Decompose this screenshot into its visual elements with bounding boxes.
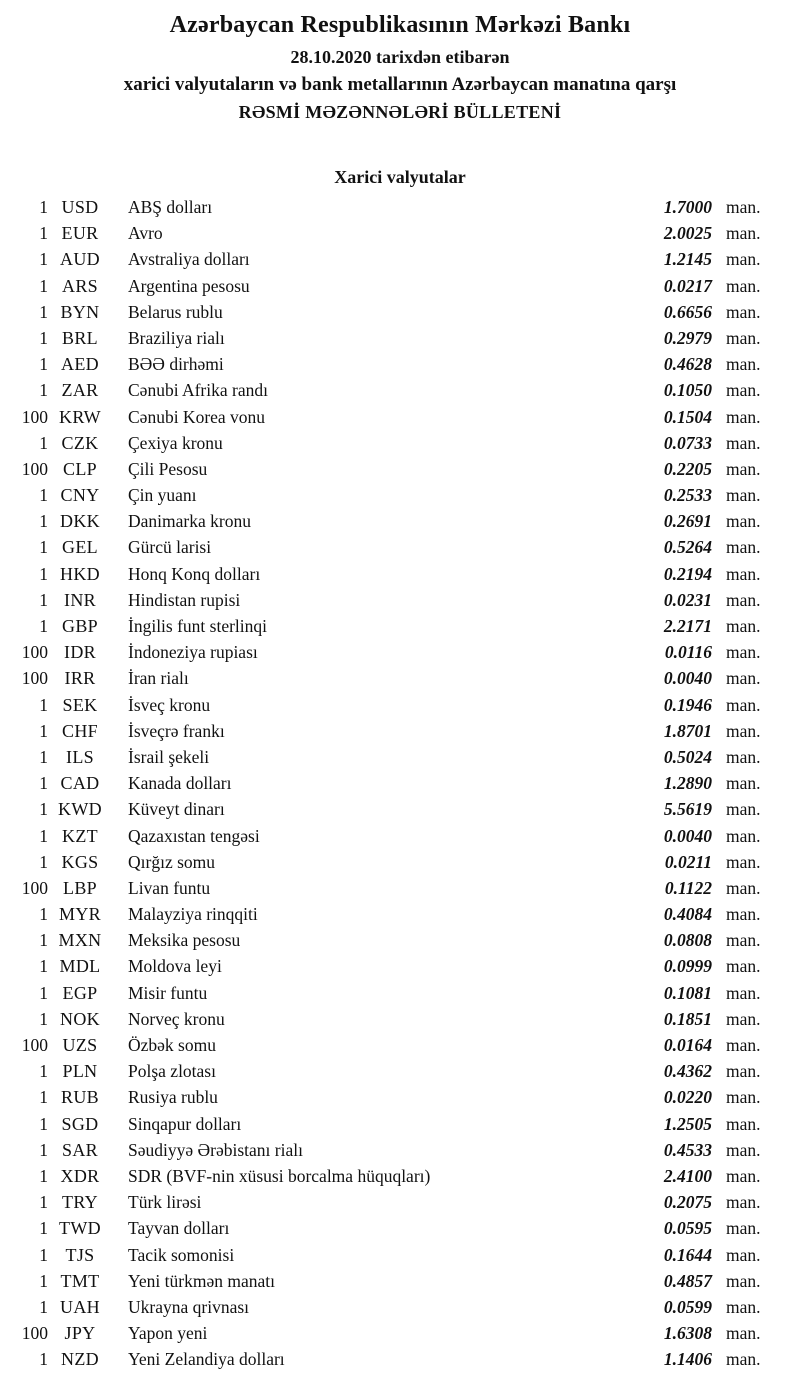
currency-name: Cənubi Afrika randı xyxy=(128,380,268,401)
currency-code: LBP xyxy=(63,877,97,898)
currency-name: Danimarka kronu xyxy=(128,511,251,532)
unit-label: man. xyxy=(726,301,761,322)
currency-name: İngilis funt sterlinqi xyxy=(128,616,268,636)
currency-quantity: 100 xyxy=(21,1035,48,1055)
rate-value: 0.5264 xyxy=(663,537,712,558)
currency-quantity: 1 xyxy=(39,589,48,610)
unit-label: man. xyxy=(726,458,761,479)
unit-label: man. xyxy=(726,1087,761,1108)
unit-label: man. xyxy=(726,1165,761,1186)
currency-name: Avstraliya dolları xyxy=(128,249,250,270)
rate-value: 0.2533 xyxy=(663,485,712,506)
unit-label: man. xyxy=(726,1270,761,1291)
rate-row xyxy=(0,299,800,325)
currency-name: Moldova leyi xyxy=(128,956,222,977)
currency-code: TWD xyxy=(59,1218,101,1239)
currency-quantity: 100 xyxy=(21,642,48,663)
rate-row xyxy=(0,823,800,849)
unit-label: man. xyxy=(726,432,761,453)
rate-value: 2.0025 xyxy=(663,223,712,244)
currency-quantity: 1 xyxy=(39,773,48,794)
rate-value: 0.1122 xyxy=(664,877,712,898)
currency-name: Səudiyyə Ərəbistanı rialı xyxy=(128,1139,303,1160)
currency-quantity: 100 xyxy=(21,668,48,689)
currency-quantity: 1 xyxy=(39,1349,48,1370)
unit-label: man. xyxy=(726,1296,761,1317)
bulletin-header xyxy=(0,0,800,125)
rate-row xyxy=(0,875,800,901)
currency-quantity: 1 xyxy=(39,327,48,348)
rate-value: 2.4100 xyxy=(663,1165,712,1186)
currency-name: Argentina pesosu xyxy=(128,275,250,296)
currency-name: Norveç kronu xyxy=(128,1008,225,1029)
rate-value: 1.1406 xyxy=(663,1349,712,1370)
currency-quantity: 1 xyxy=(39,249,48,270)
currency-code: MDL xyxy=(59,956,101,977)
unit-label: man. xyxy=(726,1192,761,1213)
currency-name: Malayziya rinqqiti xyxy=(128,904,258,925)
currency-code: IDR xyxy=(64,642,96,663)
rate-row xyxy=(0,1084,800,1110)
rate-row xyxy=(0,849,800,875)
currency-code: JPY xyxy=(64,1323,96,1344)
rate-row xyxy=(0,665,800,691)
rate-row xyxy=(0,1189,800,1215)
currency-name: Cənubi Korea vonu xyxy=(128,406,266,427)
currency-name: Belarus rublu xyxy=(128,301,223,322)
currency-code: BYN xyxy=(60,301,100,322)
rate-row xyxy=(0,377,800,403)
rate-row xyxy=(0,1006,800,1032)
currency-quantity: 1 xyxy=(39,1270,48,1291)
currency-name: Honq Konq dolları xyxy=(128,563,261,584)
rate-value: 0.4857 xyxy=(663,1270,712,1291)
currency-code: PLN xyxy=(62,1061,98,1082)
rate-value: 1.2505 xyxy=(663,1113,712,1134)
currency-quantity: 1 xyxy=(39,1061,48,1082)
currency-code: NOK xyxy=(60,1008,100,1029)
currency-code: AED xyxy=(61,354,99,375)
currency-code: GBP xyxy=(62,616,98,636)
currency-quantity: 1 xyxy=(39,799,48,820)
bulletin-name: RƏSMİ MƏZƏNNƏLƏRİ BÜLLETENİ xyxy=(238,102,562,122)
currency-code: GEL xyxy=(62,537,98,558)
rate-row xyxy=(0,220,800,246)
currency-code: CLP xyxy=(63,458,97,479)
unit-label: man. xyxy=(726,904,761,925)
rate-row xyxy=(0,953,800,979)
rate-row xyxy=(0,1346,800,1372)
currency-name: Gürcü larisi xyxy=(128,537,212,558)
rate-value: 0.2205 xyxy=(663,458,712,479)
rate-value: 1.2145 xyxy=(663,249,712,270)
rate-row xyxy=(0,194,800,220)
rate-row xyxy=(0,246,800,272)
currency-quantity: 1 xyxy=(39,616,48,636)
currency-quantity: 1 xyxy=(39,904,48,925)
currency-code: INR xyxy=(64,589,96,610)
currency-quantity: 1 xyxy=(39,1218,48,1239)
currency-quantity: 1 xyxy=(39,1113,48,1134)
currency-name: Ukrayna qrivnası xyxy=(128,1296,250,1317)
rate-value: 0.5024 xyxy=(663,746,712,767)
unit-label: man. xyxy=(726,1139,761,1160)
currency-code: RUB xyxy=(61,1087,99,1108)
currency-name: Kanada dolları xyxy=(128,773,232,794)
rate-row xyxy=(0,1137,800,1163)
currency-code: EGP xyxy=(62,982,98,1003)
currency-name: Çili Pesosu xyxy=(128,458,208,479)
currency-quantity: 1 xyxy=(39,380,48,401)
currency-code: TMT xyxy=(60,1270,100,1291)
rate-row xyxy=(0,613,800,639)
unit-label: man. xyxy=(726,825,761,846)
currency-quantity: 1 xyxy=(39,563,48,584)
rate-value: 0.4628 xyxy=(663,354,712,375)
currency-code: CNY xyxy=(60,485,100,506)
currency-quantity: 1 xyxy=(39,275,48,296)
rate-row xyxy=(0,587,800,613)
rate-row xyxy=(0,901,800,927)
rate-value: 1.6308 xyxy=(663,1323,712,1344)
currency-name: Özbək somu xyxy=(128,1035,216,1055)
unit-label: man. xyxy=(726,249,761,270)
unit-label: man. xyxy=(726,1035,761,1055)
currency-name: Qırğız somu xyxy=(128,851,216,872)
currency-name: İsveç kronu xyxy=(128,694,211,715)
rate-value: 0.0999 xyxy=(663,956,712,977)
currency-code: TRY xyxy=(62,1192,98,1213)
rate-value: 0.0040 xyxy=(663,668,712,689)
rate-value: 1.7000 xyxy=(663,197,712,217)
currency-quantity: 1 xyxy=(39,223,48,244)
unit-label: man. xyxy=(726,1349,761,1370)
unit-label: man. xyxy=(726,327,761,348)
rate-value: 0.1504 xyxy=(663,406,712,427)
currency-name: Avro xyxy=(128,223,163,244)
unit-label: man. xyxy=(726,877,761,898)
rate-value: 0.0595 xyxy=(663,1218,712,1239)
rate-row xyxy=(0,325,800,351)
rate-row xyxy=(0,430,800,456)
currency-quantity: 1 xyxy=(39,197,48,217)
currency-code: KZT xyxy=(62,825,98,846)
currency-code: SEK xyxy=(62,694,98,715)
currency-code: SAR xyxy=(62,1139,98,1160)
currency-name: Hindistan rupisi xyxy=(128,589,241,610)
currency-quantity: 100 xyxy=(21,458,48,479)
currency-code: NZD xyxy=(61,1349,99,1370)
currency-name: Meksika pesosu xyxy=(128,930,241,951)
currency-name: Rusiya rublu xyxy=(128,1087,218,1108)
unit-label: man. xyxy=(726,537,761,558)
unit-label: man. xyxy=(726,930,761,951)
rate-row xyxy=(0,980,800,1006)
currency-quantity: 1 xyxy=(39,1192,48,1213)
unit-label: man. xyxy=(726,485,761,506)
rate-row xyxy=(0,273,800,299)
rate-value: 0.4084 xyxy=(663,904,712,925)
rate-row xyxy=(0,1320,800,1346)
currency-quantity: 1 xyxy=(39,982,48,1003)
rate-row xyxy=(0,770,800,796)
currency-code: MYR xyxy=(59,904,101,925)
currency-name: İndoneziya rupiası xyxy=(128,642,258,663)
currency-quantity: 1 xyxy=(39,537,48,558)
currency-code: CAD xyxy=(60,773,100,794)
rate-row xyxy=(0,796,800,822)
currency-quantity: 1 xyxy=(39,1087,48,1108)
currency-quantity: 1 xyxy=(39,720,48,741)
currency-name: Tayvan dolları xyxy=(128,1218,230,1239)
unit-label: man. xyxy=(726,1218,761,1239)
unit-label: man. xyxy=(726,354,761,375)
currency-quantity: 1 xyxy=(39,1008,48,1029)
currency-quantity: 1 xyxy=(39,1165,48,1186)
currency-code: ARS xyxy=(62,275,98,296)
rate-row xyxy=(0,639,800,665)
rate-row xyxy=(0,1215,800,1241)
rate-value: 0.0211 xyxy=(664,851,712,872)
currency-code: DKK xyxy=(60,511,100,532)
currency-name: Misir funtu xyxy=(128,982,208,1003)
currency-name: ABŞ dolları xyxy=(128,197,213,217)
rate-row xyxy=(0,1032,800,1058)
rate-value: 0.1081 xyxy=(663,982,712,1003)
bank-title: Azərbaycan Respublikasının Mərkəzi Bankı xyxy=(169,12,631,38)
currency-name: Yapon yeni xyxy=(128,1323,208,1344)
unit-label: man. xyxy=(726,799,761,820)
currency-name: Tacik somonisi xyxy=(128,1244,235,1265)
currency-code: UZS xyxy=(62,1035,98,1055)
currency-code: SGD xyxy=(61,1113,99,1134)
currency-name: Livan funtu xyxy=(128,877,211,898)
currency-quantity: 100 xyxy=(21,1323,48,1344)
rate-value: 2.2171 xyxy=(663,616,712,636)
unit-label: man. xyxy=(726,694,761,715)
currency-code: KWD xyxy=(58,799,102,820)
currency-quantity: 1 xyxy=(39,432,48,453)
unit-label: man. xyxy=(726,720,761,741)
currency-quantity: 100 xyxy=(21,877,48,898)
unit-label: man. xyxy=(726,773,761,794)
rate-value: 0.0217 xyxy=(663,275,712,296)
rate-row xyxy=(0,718,800,744)
rate-row xyxy=(0,927,800,953)
unit-label: man. xyxy=(726,982,761,1003)
rate-row xyxy=(0,1058,800,1084)
currency-name: Çin yuanı xyxy=(128,485,197,506)
currency-quantity: 1 xyxy=(39,851,48,872)
unit-label: man. xyxy=(726,1244,761,1265)
rate-row xyxy=(0,1294,800,1320)
currency-name: Braziliya rialı xyxy=(128,327,225,348)
rate-value: 5.5619 xyxy=(663,799,712,820)
currency-code: UAH xyxy=(60,1296,100,1317)
rate-value: 0.0116 xyxy=(664,642,712,663)
currency-code: MXN xyxy=(58,930,102,951)
currency-code: CZK xyxy=(61,432,99,453)
currency-code: ILS xyxy=(66,746,94,767)
unit-label: man. xyxy=(726,616,761,636)
currency-name: Yeni türkmən manatı xyxy=(128,1270,275,1291)
rate-value: 0.1851 xyxy=(663,1008,712,1029)
rate-row xyxy=(0,456,800,482)
currency-quantity: 1 xyxy=(39,1244,48,1265)
currency-code: KGS xyxy=(61,851,99,872)
unit-label: man. xyxy=(726,511,761,532)
unit-label: man. xyxy=(726,275,761,296)
currency-quantity: 1 xyxy=(39,956,48,977)
unit-label: man. xyxy=(726,406,761,427)
section-title-foreign-currencies: Xarici valyutalar xyxy=(334,167,466,187)
currency-quantity: 1 xyxy=(39,485,48,506)
currency-quantity: 1 xyxy=(39,354,48,375)
rate-row xyxy=(0,508,800,534)
unit-label: man. xyxy=(726,851,761,872)
currency-code: USD xyxy=(61,197,99,217)
unit-label: man. xyxy=(726,380,761,401)
rate-value: 1.2890 xyxy=(663,773,712,794)
rate-value: 0.1050 xyxy=(663,380,712,401)
currency-code: HKD xyxy=(60,563,100,584)
unit-label: man. xyxy=(726,589,761,610)
unit-label: man. xyxy=(726,1113,761,1134)
currency-code: ZAR xyxy=(61,380,99,401)
rate-value: 0.1644 xyxy=(663,1244,712,1265)
currency-name: Çexiya kronu xyxy=(128,432,223,453)
currency-quantity: 1 xyxy=(39,511,48,532)
currency-quantity: 1 xyxy=(39,746,48,767)
rate-row xyxy=(0,534,800,560)
rate-row xyxy=(0,351,800,377)
rate-value: 0.2979 xyxy=(663,327,712,348)
currency-code: KRW xyxy=(59,406,101,427)
currency-code: BRL xyxy=(62,327,98,348)
currency-code: TJS xyxy=(65,1244,95,1265)
currency-name: SDR (BVF-nin xüsusi borcalma hüquqları) xyxy=(128,1165,431,1186)
rate-value: 0.0220 xyxy=(663,1087,712,1108)
rate-value: 0.0808 xyxy=(663,930,712,951)
rate-row xyxy=(0,744,800,770)
rate-value: 0.4362 xyxy=(663,1061,712,1082)
currency-quantity: 1 xyxy=(39,1139,48,1160)
unit-label: man. xyxy=(726,746,761,767)
rate-value: 0.0599 xyxy=(663,1296,712,1317)
rate-row xyxy=(0,561,800,587)
currency-name: İsveçrə frankı xyxy=(128,720,225,741)
rate-row xyxy=(0,482,800,508)
rate-row xyxy=(0,1163,800,1189)
currency-quantity: 1 xyxy=(39,930,48,951)
currency-quantity: 100 xyxy=(21,406,48,427)
currency-name: BƏƏ dirhəmi xyxy=(128,354,224,375)
rate-row xyxy=(0,1111,800,1137)
unit-label: man. xyxy=(726,956,761,977)
rate-row xyxy=(0,1268,800,1294)
currency-code: XDR xyxy=(60,1165,100,1186)
currency-name: İsrail şekeli xyxy=(128,746,210,767)
unit-label: man. xyxy=(726,563,761,584)
unit-label: man. xyxy=(726,1061,761,1082)
rate-value: 0.2691 xyxy=(663,511,712,532)
currency-name: Türk lirəsi xyxy=(128,1192,202,1213)
rate-value: 0.2194 xyxy=(663,563,712,584)
rate-value: 0.1946 xyxy=(663,694,712,715)
currency-name: Küveyt dinarı xyxy=(128,799,225,820)
rate-value: 0.4533 xyxy=(663,1139,712,1160)
rate-value: 1.8701 xyxy=(663,720,712,741)
currency-quantity: 1 xyxy=(39,825,48,846)
currency-code: EUR xyxy=(61,223,99,244)
rates-table xyxy=(0,194,800,1372)
rate-value: 0.0231 xyxy=(663,589,712,610)
unit-label: man. xyxy=(726,197,761,217)
currency-name: Qazaxıstan tengəsi xyxy=(128,825,260,846)
effective-date-line: 28.10.2020 tarixdən etibarən xyxy=(290,47,510,67)
rate-value: 0.2075 xyxy=(663,1192,712,1213)
unit-label: man. xyxy=(726,1008,761,1029)
rate-row xyxy=(0,404,800,430)
unit-label: man. xyxy=(726,642,761,663)
currency-name: Sinqapur dolları xyxy=(128,1113,242,1134)
unit-label: man. xyxy=(726,1323,761,1344)
currency-code: CHF xyxy=(62,720,98,741)
currency-name: Polşa zlotası xyxy=(128,1061,216,1082)
rate-value: 0.0040 xyxy=(663,825,712,846)
currency-code: AUD xyxy=(60,249,100,270)
bulletin-subtitle: xarici valyutaların və bank metallarının Azərbaycan manatına qarşı xyxy=(123,74,677,95)
rate-value: 0.6656 xyxy=(663,301,712,322)
unit-label: man. xyxy=(726,223,761,244)
currency-quantity: 1 xyxy=(39,301,48,322)
currency-quantity: 1 xyxy=(39,1296,48,1317)
unit-label: man. xyxy=(726,668,761,689)
rate-value: 0.0164 xyxy=(663,1035,712,1055)
currency-code: IRR xyxy=(64,668,96,689)
currency-quantity: 1 xyxy=(39,694,48,715)
currency-name: Yeni Zelandiya dolları xyxy=(128,1349,285,1370)
rate-value: 0.0733 xyxy=(663,432,712,453)
rate-row xyxy=(0,692,800,718)
rate-row xyxy=(0,1242,800,1268)
currency-name: İran rialı xyxy=(128,668,189,689)
